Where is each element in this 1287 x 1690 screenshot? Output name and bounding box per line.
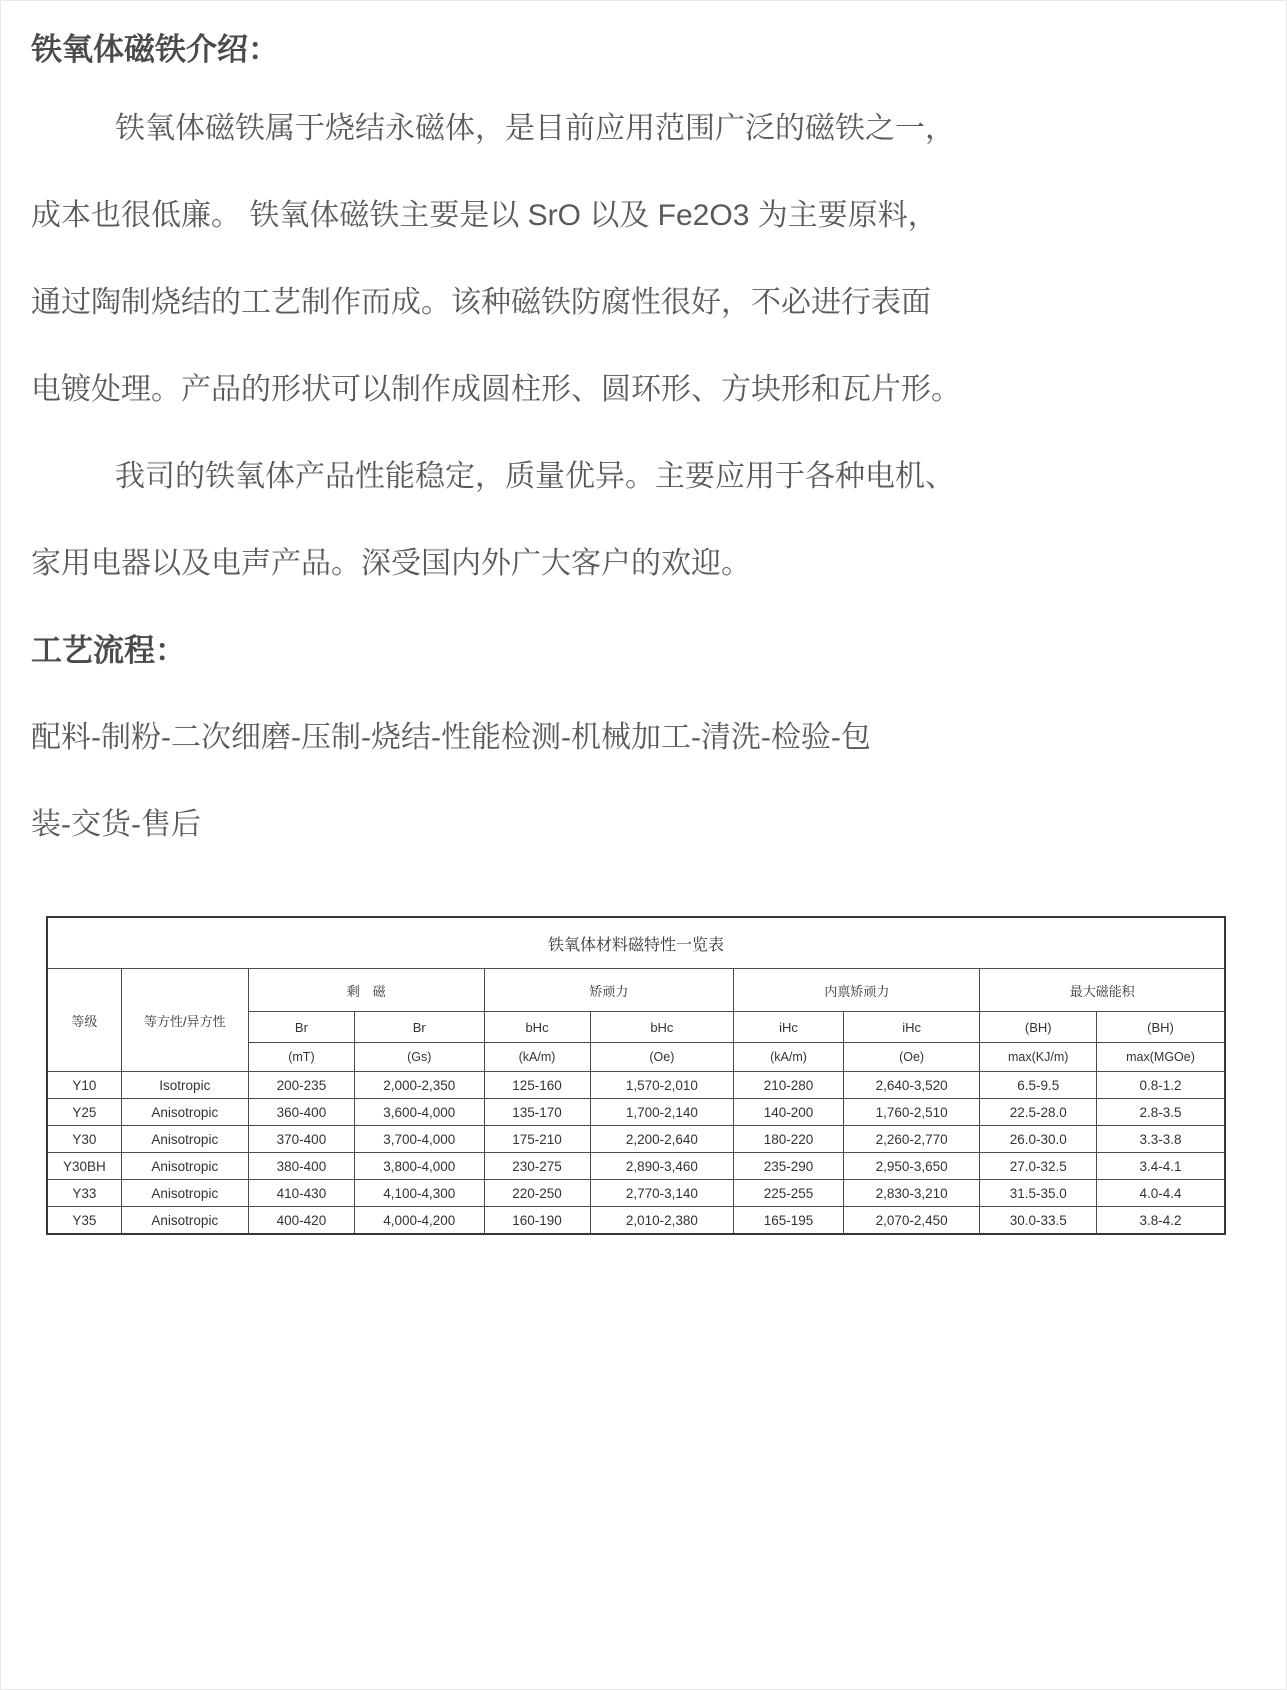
table-cell: 1,570-2,010 (590, 1072, 734, 1099)
intro-line: 铁氧体磁铁属于烧结永磁体，是目前应用范围广泛的磁铁之一， (115, 112, 955, 145)
column-header-symbol: Br (248, 1012, 354, 1043)
column-header-isotropy: 等方性/异方性 (121, 969, 248, 1072)
table-cell: 2,200-2,640 (590, 1126, 734, 1153)
table-cell: 6.5-9.5 (980, 1072, 1097, 1099)
column-header-symbol: iHc (734, 1012, 844, 1043)
table-cell: 140-200 (734, 1099, 844, 1126)
table-cell: Y25 (47, 1099, 121, 1126)
table-cell: Y10 (47, 1072, 121, 1099)
company-line: 家用电器以及电声产品。深受国内外广大客户的欢迎。 (31, 547, 751, 580)
table-cell: Isotropic (121, 1072, 248, 1099)
intro-line: 成本也很低廉。 铁氧体磁铁主要是以 SrO 以及 Fe2O3 为主要原料， (31, 199, 938, 232)
column-group-max-energy-product: 最大磁能积 (980, 969, 1225, 1012)
table-title: 铁氧体材料磁特性一览表 (47, 917, 1225, 969)
table-cell: 0.8-1.2 (1097, 1072, 1225, 1099)
table-cell: Y33 (47, 1180, 121, 1207)
column-header-grade: 等级 (47, 969, 121, 1072)
column-header-unit: max(MGOe) (1097, 1043, 1225, 1072)
table-cell: 26.0-30.0 (980, 1126, 1097, 1153)
process-heading: 工艺流程： (31, 633, 186, 668)
column-header-symbol: (BH) (1097, 1012, 1225, 1043)
column-header-unit: (Gs) (354, 1043, 484, 1072)
table-cell: Anisotropic (121, 1126, 248, 1153)
table-cell: 175-210 (484, 1126, 590, 1153)
table-cell: 160-190 (484, 1207, 590, 1235)
column-header-unit: (mT) (248, 1043, 354, 1072)
table-cell: 2,770-3,140 (590, 1180, 734, 1207)
table-cell: 210-280 (734, 1072, 844, 1099)
company-line: 我司的铁氧体产品性能稳定，质量优异。主要应用于各种电机、 (115, 460, 955, 493)
table-cell: 31.5-35.0 (980, 1180, 1097, 1207)
table-cell: 2,010-2,380 (590, 1207, 734, 1235)
table-cell: 27.0-32.5 (980, 1153, 1097, 1180)
table-cell: 3,800-4,000 (354, 1153, 484, 1180)
table-cell: 4.0-4.4 (1097, 1180, 1225, 1207)
table-cell: Anisotropic (121, 1099, 248, 1126)
table-cell: 2,260-2,770 (843, 1126, 980, 1153)
table-cell: 1,760-2,510 (843, 1099, 980, 1126)
table-row (47, 1072, 1225, 1099)
column-header-unit: (kA/m) (734, 1043, 844, 1072)
table-cell: 1,700-2,140 (590, 1099, 734, 1126)
process-line: 装-交货-售后 (31, 808, 201, 841)
document-content (1, 1, 1286, 1235)
table-cell: 2.8-3.5 (1097, 1099, 1225, 1126)
table-cell: 4,000-4,200 (354, 1207, 484, 1235)
table-cell: 30.0-33.5 (980, 1207, 1097, 1235)
table-cell: Anisotropic (121, 1180, 248, 1207)
table-row (47, 1153, 1225, 1180)
column-header-unit: (Oe) (843, 1043, 980, 1072)
table-cell: 230-275 (484, 1153, 590, 1180)
table-cell: 2,000-2,350 (354, 1072, 484, 1099)
table-row (47, 1099, 1225, 1126)
table-cell: 2,890-3,460 (590, 1153, 734, 1180)
table-cell: 125-160 (484, 1072, 590, 1099)
table-cell: 370-400 (248, 1126, 354, 1153)
column-header-unit: (kA/m) (484, 1043, 590, 1072)
intro-line: 通过陶制烧结的工艺制作而成。该种磁铁防腐性很好，不必进行表面 (31, 286, 931, 319)
table-cell: 3,700-4,000 (354, 1126, 484, 1153)
table-cell: 360-400 (248, 1099, 354, 1126)
table-cell: 380-400 (248, 1153, 354, 1180)
column-header-symbol: (BH) (980, 1012, 1097, 1043)
column-header-symbol: Br (354, 1012, 484, 1043)
table-cell: 180-220 (734, 1126, 844, 1153)
table-title-row (47, 917, 1225, 969)
table-row (47, 1126, 1225, 1153)
table-row (47, 1207, 1225, 1235)
table-cell: 3,600-4,000 (354, 1099, 484, 1126)
table-cell: 220-250 (484, 1180, 590, 1207)
table-cell: 3.8-4.2 (1097, 1207, 1225, 1235)
table-cell: 410-430 (248, 1180, 354, 1207)
column-header-unit: max(KJ/m) (980, 1043, 1097, 1072)
table-cell: 235-290 (734, 1153, 844, 1180)
table-cell: 135-170 (484, 1099, 590, 1126)
intro-heading: 铁氧体磁铁介绍： (31, 32, 279, 67)
column-header-symbol: bHc (590, 1012, 734, 1043)
table-cell: Y30 (47, 1126, 121, 1153)
table-cell: 2,830-3,210 (843, 1180, 980, 1207)
table-cell: Y30BH (47, 1153, 121, 1180)
table-cell: 2,070-2,450 (843, 1207, 980, 1235)
magnetic-properties-table (46, 916, 1226, 1235)
table-cell: Anisotropic (121, 1207, 248, 1235)
table-cell: 2,640-3,520 (843, 1072, 980, 1099)
table-cell: 2,950-3,650 (843, 1153, 980, 1180)
table-cell: 3.3-3.8 (1097, 1126, 1225, 1153)
column-header-symbol: iHc (843, 1012, 980, 1043)
column-group-intrinsic-coercivity: 内禀矫顽力 (734, 969, 980, 1012)
table-row (47, 1180, 1225, 1207)
table-cell: 400-420 (248, 1207, 354, 1235)
table-cell: 22.5-28.0 (980, 1099, 1097, 1126)
table-group-header-row (47, 969, 1225, 1012)
table-cell: 165-195 (734, 1207, 844, 1235)
column-group-coercivity: 矫顽力 (484, 969, 734, 1012)
process-line: 配料-制粉-二次细磨-压制-烧结-性能检测-机械加工-清洗-检验-包 (31, 721, 871, 754)
table-cell: 4,100-4,300 (354, 1180, 484, 1207)
process-paragraph (31, 694, 1256, 868)
column-group-remanence: 剩 磁 (248, 969, 484, 1012)
company-paragraph (31, 433, 1256, 607)
table-cell: 225-255 (734, 1180, 844, 1207)
table-cell: Y35 (47, 1207, 121, 1235)
table-cell: Anisotropic (121, 1153, 248, 1180)
table-cell: 3.4-4.1 (1097, 1153, 1225, 1180)
column-header-symbol: bHc (484, 1012, 590, 1043)
table-cell: 200-235 (248, 1072, 354, 1099)
intro-line: 电镀处理。产品的形状可以制作成圆柱形、圆环形、方块形和瓦片形。 (31, 373, 961, 406)
intro-paragraph (31, 85, 1256, 433)
column-header-unit: (Oe) (590, 1043, 734, 1072)
